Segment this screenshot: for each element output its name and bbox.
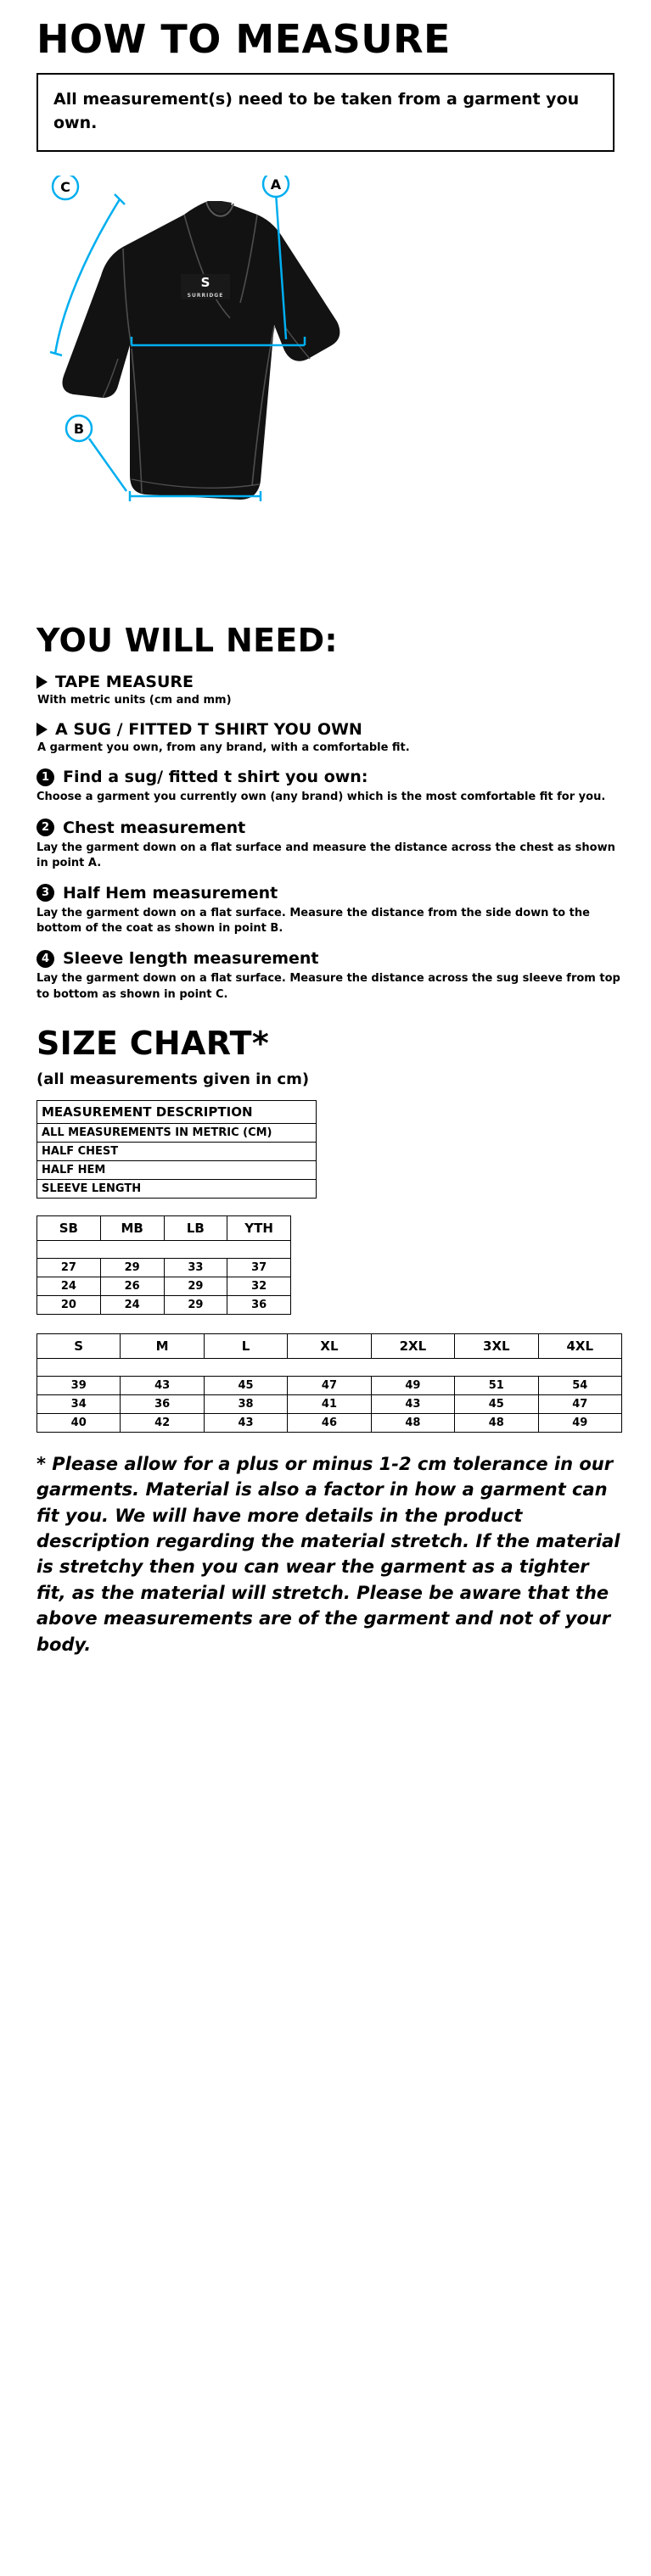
table-cell: 24 <box>37 1277 101 1295</box>
need-item-sub: With metric units (cm and mm) <box>37 694 232 707</box>
brand-logo <box>181 274 230 299</box>
table-cell: 33 <box>164 1258 227 1277</box>
table-cell: 45 <box>455 1394 538 1413</box>
measurement-description-table <box>36 1100 317 1199</box>
table-cell: 27 <box>37 1258 101 1277</box>
table-cell: 34 <box>37 1394 121 1413</box>
table-header-cell: S <box>37 1333 121 1358</box>
need-item-label: A SUG / FITTED T SHIRT YOU OWN <box>55 720 362 740</box>
step-item <box>36 819 621 871</box>
table-row: SLEEVE LENGTH <box>37 1179 317 1198</box>
triangle-bullet-icon <box>36 675 48 689</box>
table-cell: 24 <box>100 1295 164 1314</box>
need-item-label: TAPE MEASURE <box>55 673 194 692</box>
need-item <box>36 720 621 754</box>
table-cell: 47 <box>538 1394 621 1413</box>
table-cell: 49 <box>371 1376 454 1394</box>
step-number: 3 <box>36 884 54 902</box>
size-guide-page <box>0 16 651 2576</box>
table-row <box>37 1277 291 1295</box>
triangle-bullet-icon <box>36 723 48 736</box>
step-number: 4 <box>36 950 54 968</box>
table-header-cell: M <box>121 1333 204 1358</box>
need-item-sub: A garment you own, from any brand, with a comfortable fit. <box>37 741 410 755</box>
step-number: 2 <box>36 819 54 836</box>
youth-size-table <box>36 1215 291 1315</box>
table-cell: 29 <box>100 1258 164 1277</box>
table-cell: 36 <box>227 1295 291 1314</box>
table-cell: 43 <box>371 1394 454 1413</box>
table-cell: 42 <box>121 1413 204 1432</box>
table-cell: 40 <box>37 1413 121 1432</box>
label-a <box>263 176 289 197</box>
table-cell: 45 <box>204 1376 287 1394</box>
table-header-cell: 4XL <box>538 1333 621 1358</box>
table-cell: 39 <box>37 1376 121 1394</box>
svg-text:S: S <box>200 275 210 291</box>
garment-illustration <box>63 201 340 500</box>
adult-size-table <box>36 1333 622 1433</box>
table-cell: 32 <box>227 1277 291 1295</box>
table-cell: 29 <box>164 1277 227 1295</box>
table-header-cell: XL <box>288 1333 371 1358</box>
table-cell: 54 <box>538 1376 621 1394</box>
label-b <box>66 416 92 441</box>
step-body: Choose a garment you currently own (any brand) which is the most comfortable fit for you. <box>36 791 606 804</box>
table-cell: 20 <box>37 1295 101 1314</box>
step-item <box>36 949 621 1002</box>
notice-box <box>36 73 615 152</box>
step-item <box>36 884 621 936</box>
table-cell: 49 <box>538 1413 621 1432</box>
table-cell: 36 <box>121 1394 204 1413</box>
svg-text:SURRIDGE: SURRIDGE <box>187 293 224 299</box>
step-body: Lay the garment down on a flat surface. Measure the distance across the sug sleeve from top to bottom as shown in point C. <box>36 972 620 1001</box>
size-chart-subheading: (all measurements given in cm) <box>36 1070 310 1088</box>
step-title: Chest measurement <box>63 818 246 837</box>
table-row: ALL MEASUREMENTS IN METRIC (CM) <box>37 1123 317 1142</box>
table-cell: 38 <box>204 1394 287 1413</box>
step-number: 1 <box>36 768 54 786</box>
table-row <box>37 1413 622 1432</box>
notice-text: All measurement(s) need to be taken from a garment you own. <box>53 90 580 132</box>
step-title: Find a sug/ fitted t shirt you own: <box>63 768 368 787</box>
you-will-need-heading: YOU WILL NEED: <box>36 622 338 660</box>
size-chart-heading: SIZE CHART* <box>36 1024 269 1062</box>
table-header-cell: MEASUREMENT DESCRIPTION <box>37 1100 317 1123</box>
svg-text:C: C <box>60 179 70 196</box>
table-cell: 26 <box>100 1277 164 1295</box>
label-c <box>53 176 78 199</box>
step-body: Lay the garment down on a flat surface. Measure the distance from the side down to the bottom of the coat as shown in point B. <box>36 906 590 936</box>
need-item <box>36 673 621 707</box>
table-cell: 47 <box>288 1376 371 1394</box>
table-header-cell: YTH <box>227 1215 291 1240</box>
measurement-diagram <box>30 176 621 600</box>
table-header-cell: L <box>204 1333 287 1358</box>
table-cell: 48 <box>455 1413 538 1432</box>
table-row <box>37 1394 622 1413</box>
svg-text:A: A <box>270 176 282 193</box>
table-header-cell: 3XL <box>455 1333 538 1358</box>
table-header-cell: 2XL <box>371 1333 454 1358</box>
table-spacer <box>37 1240 291 1258</box>
table-row <box>37 1295 291 1314</box>
tolerance-footnote: * Please allow for a plus or minus 1-2 cm tolerance in our garments. Material is also a factor in how a garment can fit you. We will have more details in the product description regarding the material stretch. If the material is stretchy then you can wear the garment as a tighter fit, as the material will stretch. Please be aware that the above measurements are of the garment and not of your body. <box>36 1453 620 1655</box>
table-cell: 43 <box>204 1413 287 1432</box>
table-header-cell: LB <box>164 1215 227 1240</box>
page-title: HOW TO MEASURE <box>36 16 451 62</box>
table-cell: 43 <box>121 1376 204 1394</box>
table-cell: 46 <box>288 1413 371 1432</box>
table-row <box>37 1376 622 1394</box>
step-title: Sleeve length measurement <box>63 949 319 969</box>
table-cell: 48 <box>371 1413 454 1432</box>
table-row: HALF CHEST <box>37 1142 317 1160</box>
table-spacer <box>37 1358 622 1376</box>
table-cell: 37 <box>227 1258 291 1277</box>
step-item <box>36 768 621 805</box>
step-title: Half Hem measurement <box>63 883 278 902</box>
step-body: Lay the garment down on a flat surface and measure the distance across the chest as shown in point A. <box>36 841 615 869</box>
table-cell: 51 <box>455 1376 538 1394</box>
svg-text:B: B <box>73 421 85 438</box>
table-header-cell: SB <box>37 1215 101 1240</box>
table-cell: 41 <box>288 1394 371 1413</box>
table-row <box>37 1258 291 1277</box>
table-cell: 29 <box>164 1295 227 1314</box>
table-header-cell: MB <box>100 1215 164 1240</box>
table-row: HALF HEM <box>37 1160 317 1179</box>
